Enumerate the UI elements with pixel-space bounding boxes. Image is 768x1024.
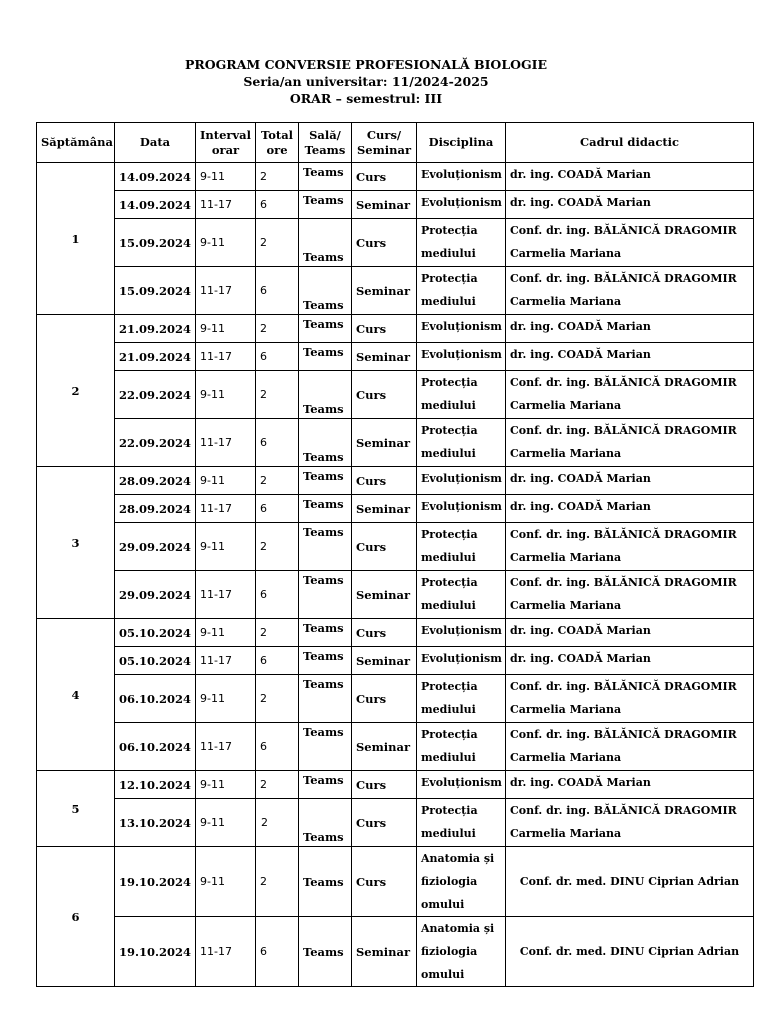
date-cell: 22.09.2024 [115, 419, 196, 467]
type-cell: Seminar [352, 917, 417, 987]
discipline-cell: Evoluționism [417, 771, 506, 799]
interval-cell: 11-17 [196, 495, 256, 523]
teacher-cell: dr. ing. COADĂ Marian [506, 191, 754, 219]
total-hours-cell: 2 [256, 163, 299, 191]
teacher-cell: dr. ing. COADĂ Marian [506, 771, 754, 799]
interval-cell: 11-17 [196, 571, 256, 619]
discipline-cell: Protecția mediului [417, 523, 506, 571]
type-cell: Curs [352, 523, 417, 571]
date-cell: 29.09.2024 [115, 571, 196, 619]
type-cell: Seminar [352, 495, 417, 523]
total-hours-cell: 6 [256, 191, 299, 219]
total-hours-cell: 6 [256, 419, 299, 467]
total-hours-cell: 6 [256, 917, 299, 987]
table-row [37, 343, 754, 371]
date-cell: 19.10.2024 [115, 917, 196, 987]
type-cell: Seminar [352, 191, 417, 219]
col-header-date: Data [115, 123, 196, 163]
type-cell: Curs [352, 163, 417, 191]
table-row [37, 619, 754, 647]
teacher-cell: dr. ing. COADĂ Marian [506, 163, 754, 191]
date-cell: 29.09.2024 [115, 523, 196, 571]
discipline-cell: Evoluționism [417, 495, 506, 523]
date-cell: 14.09.2024 [115, 191, 196, 219]
date-cell: 05.10.2024 [115, 647, 196, 675]
teacher-cell: Conf. dr. med. DINU Ciprian Adrian [506, 917, 754, 987]
interval-cell: 9-11 [196, 163, 256, 191]
col-header-interval: Interval orar [196, 123, 256, 163]
week-cell: 2 [37, 315, 115, 467]
date-cell: 13.10.2024 [115, 799, 196, 847]
date-cell: 28.09.2024 [115, 467, 196, 495]
total-hours-cell: 2 [256, 371, 299, 419]
interval-cell: 9-11 [196, 315, 256, 343]
interval-cell: 9-11 [196, 371, 256, 419]
interval-cell: 9-11 [196, 619, 256, 647]
discipline-cell: Evoluționism [417, 647, 506, 675]
type-cell: Seminar [352, 647, 417, 675]
discipline-cell: Evoluționism [417, 619, 506, 647]
teacher-cell: dr. ing. COADĂ Marian [506, 619, 754, 647]
room-cell: Teams [299, 495, 352, 523]
table-row [37, 571, 754, 619]
col-header-room: Sală/ Teams [299, 123, 352, 163]
discipline-cell: Protecția mediului [417, 267, 506, 315]
date-cell: 14.09.2024 [115, 163, 196, 191]
teacher-cell: Conf. dr. ing. BĂLĂNICĂ DRAGOMIR Carmelia Mariana [506, 675, 754, 723]
total-hours-cell: 2 [256, 799, 299, 847]
total-hours-cell: 2 [256, 847, 299, 917]
table-row [37, 723, 754, 771]
date-cell: 06.10.2024 [115, 723, 196, 771]
room-cell: Teams [299, 315, 352, 343]
interval-cell: 11-17 [196, 419, 256, 467]
week-cell: 4 [37, 619, 115, 771]
date-cell: 15.09.2024 [115, 267, 196, 315]
interval-cell: 11-17 [196, 647, 256, 675]
table-row [37, 647, 754, 675]
room-cell: Teams [299, 371, 352, 419]
room-cell: Teams [299, 847, 352, 917]
discipline-cell: Anatomia și fiziologia omului [417, 917, 506, 987]
discipline-cell: Protecția mediului [417, 219, 506, 267]
discipline-cell: Evoluționism [417, 163, 506, 191]
date-cell: 05.10.2024 [115, 619, 196, 647]
teacher-cell: Conf. dr. ing. BĂLĂNICĂ DRAGOMIR Carmelia Mariana [506, 799, 754, 847]
date-cell: 15.09.2024 [115, 219, 196, 267]
table-row [37, 799, 754, 847]
total-hours-cell: 2 [256, 219, 299, 267]
room-cell: Teams [299, 219, 352, 267]
discipline-cell: Evoluționism [417, 467, 506, 495]
week-cell: 3 [37, 467, 115, 619]
table-row [37, 315, 754, 343]
date-cell: 28.09.2024 [115, 495, 196, 523]
table-row [37, 371, 754, 419]
teacher-cell: Conf. dr. ing. BĂLĂNICĂ DRAGOMIR Carmelia Mariana [506, 219, 754, 267]
interval-cell: 11-17 [196, 191, 256, 219]
interval-cell: 9-11 [196, 219, 256, 267]
total-hours-cell: 2 [256, 315, 299, 343]
room-cell: Teams [299, 467, 352, 495]
type-cell: Seminar [352, 343, 417, 371]
room-cell: Teams [299, 419, 352, 467]
room-cell: Teams [299, 267, 352, 315]
table-row [37, 523, 754, 571]
teacher-cell: dr. ing. COADĂ Marian [506, 495, 754, 523]
program-title: PROGRAM CONVERSIE PROFESIONALĂ BIOLOGIE [184, 57, 548, 72]
interval-cell: 9-11 [196, 847, 256, 917]
table-row [37, 847, 754, 917]
col-header-total: Total ore [256, 123, 299, 163]
teacher-cell: Conf. dr. ing. BĂLĂNICĂ DRAGOMIR Carmelia Mariana [506, 523, 754, 571]
type-cell: Curs [352, 619, 417, 647]
interval-cell: 9-11 [196, 523, 256, 571]
schedule-table [36, 122, 754, 987]
col-header-discipline: Disciplina [417, 123, 506, 163]
discipline-cell: Protecția mediului [417, 675, 506, 723]
total-hours-cell: 6 [256, 495, 299, 523]
col-header-type: Curs/ Seminar [352, 123, 417, 163]
room-cell: Teams [299, 163, 352, 191]
teacher-cell: dr. ing. COADĂ Marian [506, 343, 754, 371]
type-cell: Seminar [352, 419, 417, 467]
type-cell: Curs [352, 219, 417, 267]
teacher-cell: dr. ing. COADĂ Marian [506, 647, 754, 675]
table-row [37, 467, 754, 495]
header-row [37, 123, 754, 163]
interval-cell: 11-17 [196, 917, 256, 987]
total-hours-cell: 6 [256, 723, 299, 771]
interval-cell: 9-11 [196, 467, 256, 495]
teacher-cell: Conf. dr. med. DINU Ciprian Adrian [506, 847, 754, 917]
room-cell: Teams [299, 571, 352, 619]
teacher-cell: Conf. dr. ing. BĂLĂNICĂ DRAGOMIR Carmelia Mariana [506, 723, 754, 771]
table-row [37, 163, 754, 191]
teacher-cell: dr. ing. COADĂ Marian [506, 467, 754, 495]
interval-cell: 11-17 [196, 267, 256, 315]
interval-cell: 9-11 [196, 799, 256, 847]
table-row [37, 771, 754, 799]
type-cell: Curs [352, 371, 417, 419]
total-hours-cell: 6 [256, 267, 299, 315]
discipline-cell: Evoluționism [417, 191, 506, 219]
date-cell: 22.09.2024 [115, 371, 196, 419]
table-row [37, 419, 754, 467]
series-line: Seria/an universitar: 11/2024-2025 [243, 74, 489, 89]
teacher-cell: Conf. dr. ing. BĂLĂNICĂ DRAGOMIR Carmelia Mariana [506, 571, 754, 619]
discipline-cell: Protecția mediului [417, 419, 506, 467]
discipline-cell: Protecția mediului [417, 799, 506, 847]
discipline-cell: Evoluționism [417, 315, 506, 343]
room-cell: Teams [299, 647, 352, 675]
interval-cell: 9-11 [196, 771, 256, 799]
table-row [37, 191, 754, 219]
type-cell: Curs [352, 799, 417, 847]
room-cell: Teams [299, 771, 352, 799]
room-cell: Teams [299, 619, 352, 647]
room-cell: Teams [299, 523, 352, 571]
room-cell: Teams [299, 723, 352, 771]
total-hours-cell: 6 [256, 647, 299, 675]
date-cell: 19.10.2024 [115, 847, 196, 917]
type-cell: Seminar [352, 723, 417, 771]
type-cell: Curs [352, 675, 417, 723]
total-hours-cell: 2 [256, 675, 299, 723]
total-hours-cell: 6 [256, 571, 299, 619]
total-hours-cell: 2 [256, 619, 299, 647]
total-hours-cell: 2 [256, 523, 299, 571]
type-cell: Curs [352, 315, 417, 343]
table-row [37, 219, 754, 267]
date-cell: 12.10.2024 [115, 771, 196, 799]
interval-cell: 11-17 [196, 343, 256, 371]
interval-cell: 11-17 [196, 723, 256, 771]
table-row [37, 267, 754, 315]
type-cell: Seminar [352, 267, 417, 315]
total-hours-cell: 2 [256, 467, 299, 495]
type-cell: Curs [352, 771, 417, 799]
discipline-cell: Anatomia și fiziologia omului [417, 847, 506, 917]
discipline-cell: Protecția mediului [417, 571, 506, 619]
room-cell: Teams [299, 675, 352, 723]
teacher-cell: Conf. dr. ing. BĂLĂNICĂ DRAGOMIR Carmelia Mariana [506, 419, 754, 467]
total-hours-cell: 2 [256, 771, 299, 799]
semester-line: ORAR – semestrul: III [289, 91, 443, 106]
table-row [37, 495, 754, 523]
week-cell: 5 [37, 771, 115, 847]
document-header [0, 56, 732, 107]
type-cell: Curs [352, 847, 417, 917]
type-cell: Seminar [352, 571, 417, 619]
table-row [37, 675, 754, 723]
room-cell: Teams [299, 917, 352, 987]
date-cell: 06.10.2024 [115, 675, 196, 723]
teacher-cell: Conf. dr. ing. BĂLĂNICĂ DRAGOMIR Carmelia Mariana [506, 267, 754, 315]
room-cell: Teams [299, 343, 352, 371]
type-cell: Curs [352, 467, 417, 495]
col-header-week: Săptămâna [37, 123, 115, 163]
interval-cell: 9-11 [196, 675, 256, 723]
date-cell: 21.09.2024 [115, 315, 196, 343]
col-header-teacher: Cadrul didactic [506, 123, 754, 163]
discipline-cell: Protecția mediului [417, 723, 506, 771]
week-cell: 1 [37, 163, 115, 315]
teacher-cell: dr. ing. COADĂ Marian [506, 315, 754, 343]
table-row [37, 917, 754, 987]
date-cell: 21.09.2024 [115, 343, 196, 371]
room-cell: Teams [299, 191, 352, 219]
discipline-cell: Protecția mediului [417, 371, 506, 419]
total-hours-cell: 6 [256, 343, 299, 371]
room-cell: Teams [299, 799, 352, 847]
week-cell: 6 [37, 847, 115, 987]
discipline-cell: Evoluționism [417, 343, 506, 371]
teacher-cell: Conf. dr. ing. BĂLĂNICĂ DRAGOMIR Carmelia Mariana [506, 371, 754, 419]
